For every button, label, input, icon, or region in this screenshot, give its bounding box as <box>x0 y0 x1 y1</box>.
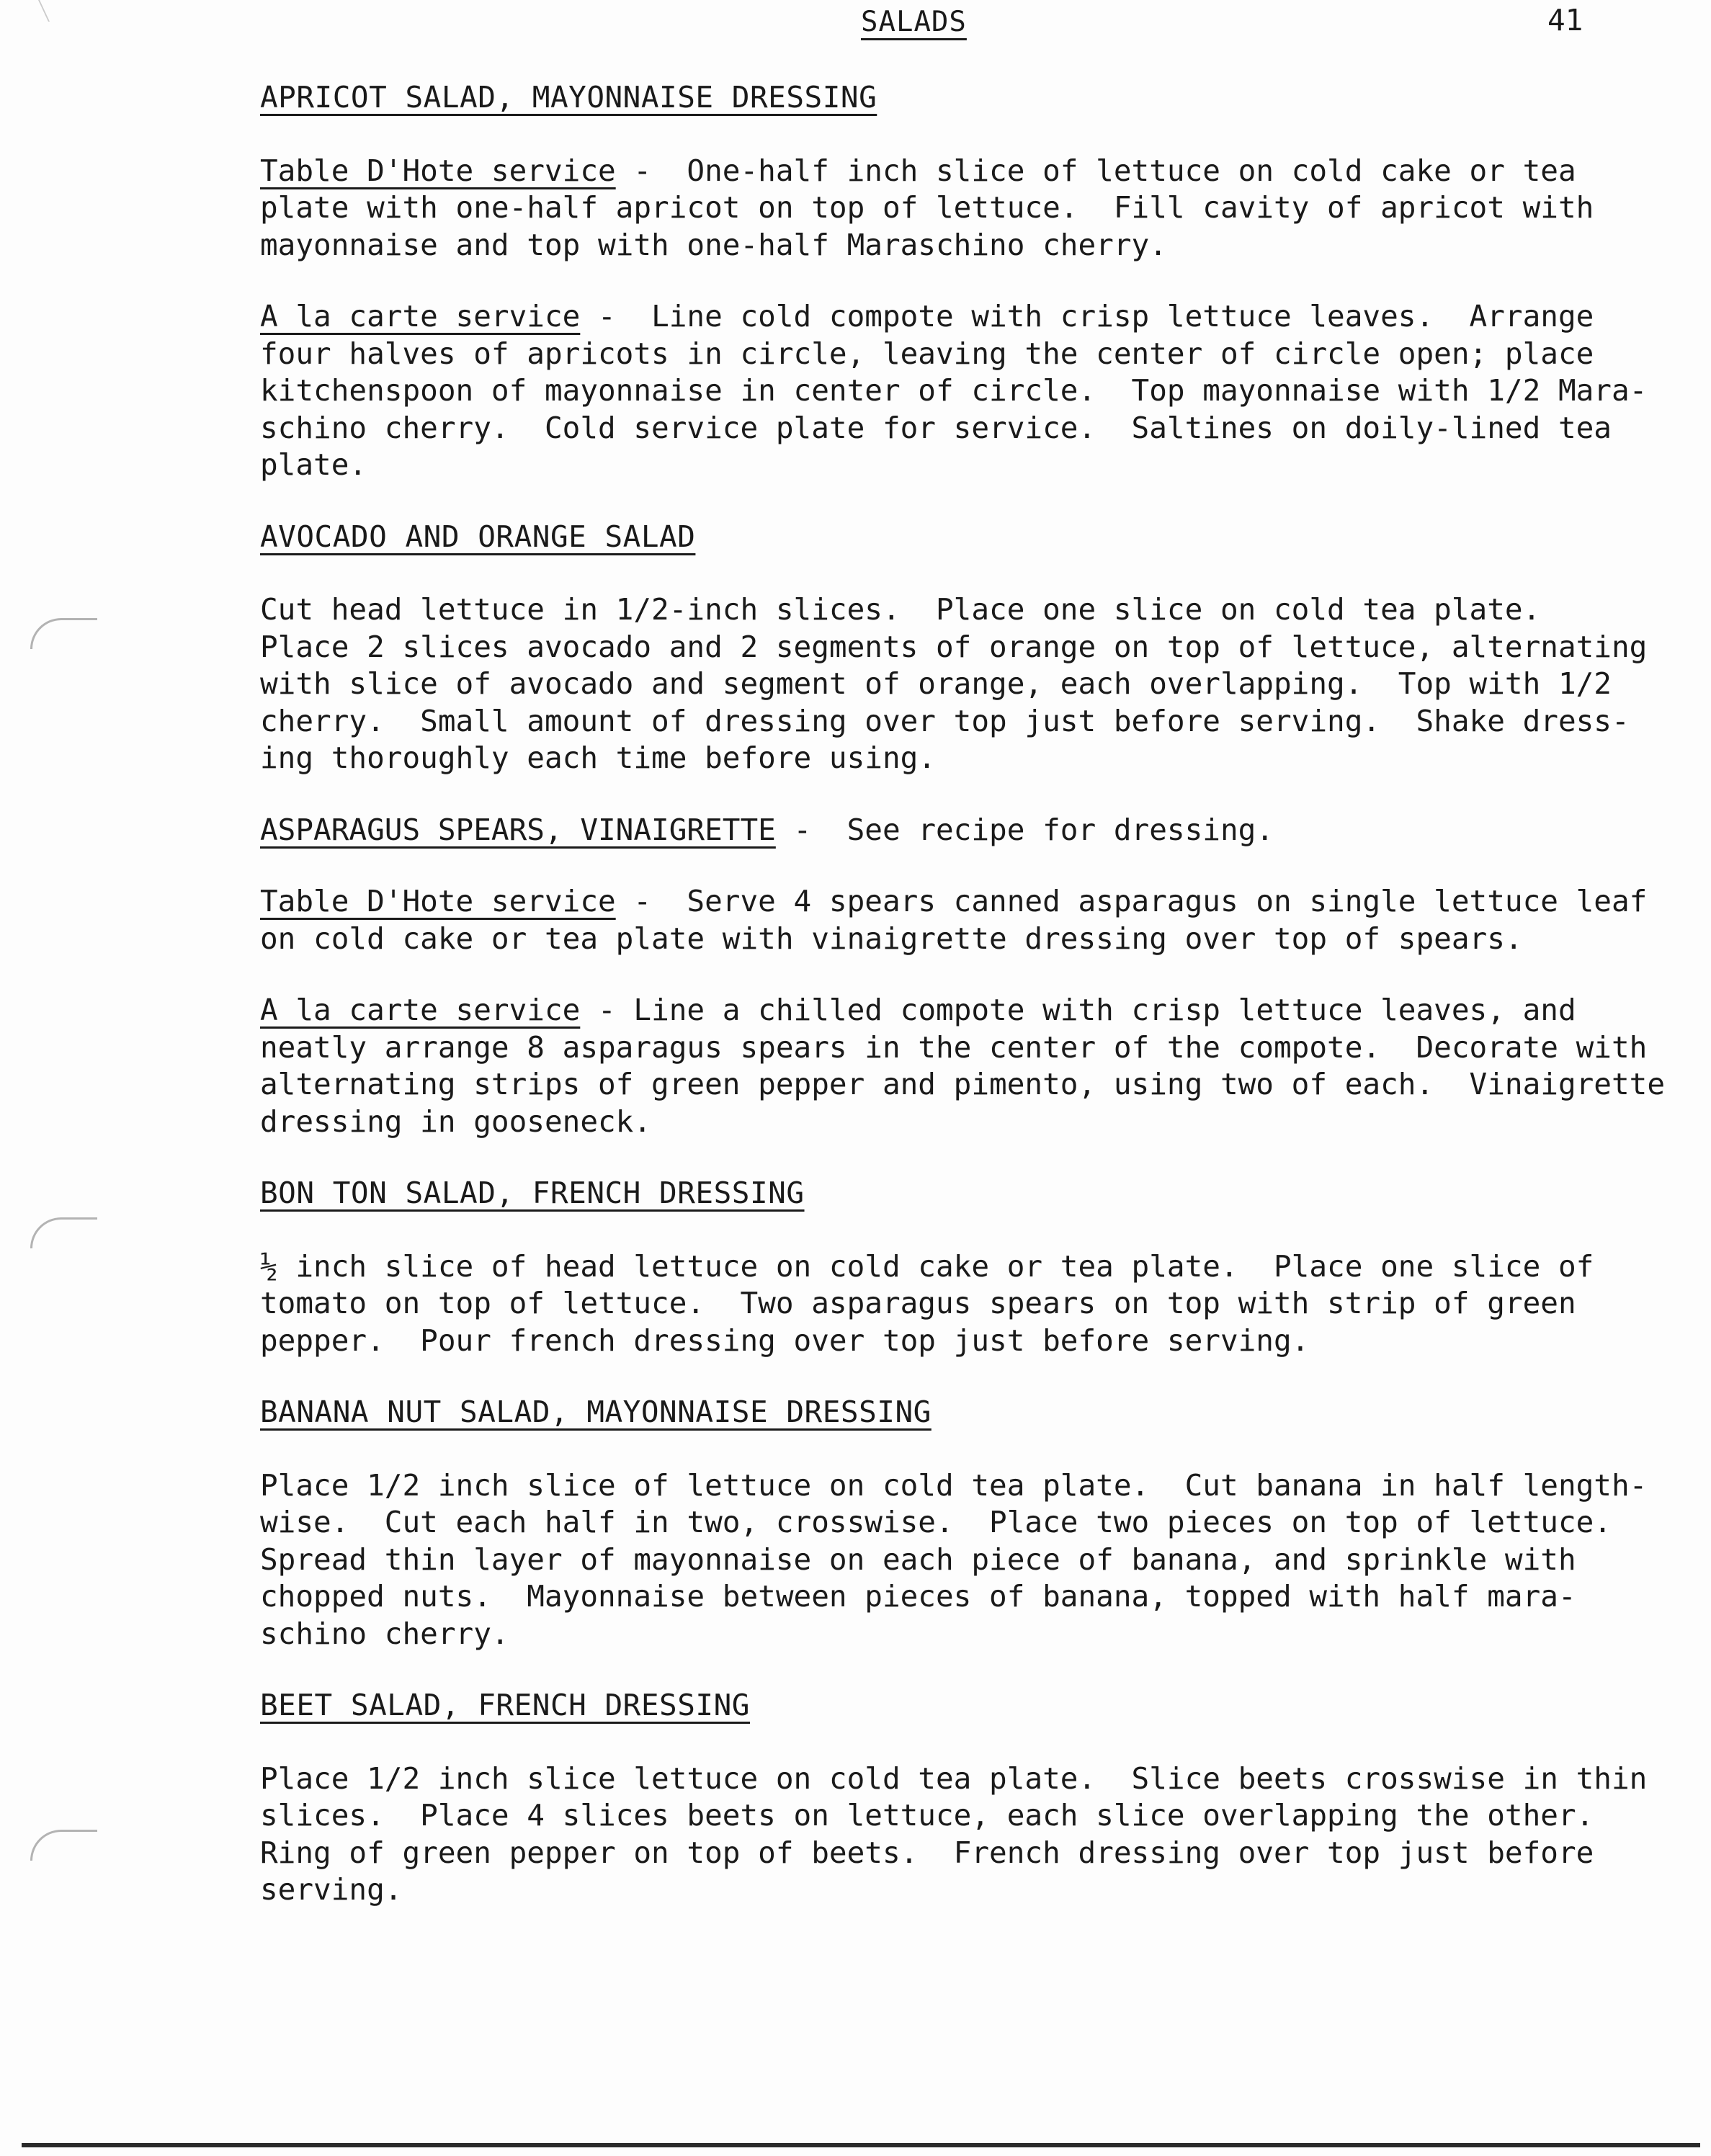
paragraph-line: mayonnaise and top with one-half Maraschino cherry. <box>260 227 1167 262</box>
section-bon-ton-salad <box>260 1175 1694 1359</box>
service-label: A la carte service <box>260 299 581 334</box>
paragraph-line: plate with one-half apricot on top of lettuce. Fill cavity of apricot with <box>260 190 1594 225</box>
paragraph-line: plate. <box>260 447 367 482</box>
paragraph-line: - Line a chilled compote with crisp lettuce leaves, and <box>580 993 1576 1027</box>
paragraph-line: schino cherry. <box>260 1616 509 1651</box>
paragraph-instructions <box>260 1467 1694 1653</box>
section-asparagus-spears <box>260 812 1694 1141</box>
paragraph-line: - Line cold compote with crisp lettuce leaves. Arrange <box>580 299 1594 334</box>
section-banana-nut-salad <box>260 1394 1694 1652</box>
paragraph-line: alternating strips of green pepper and pimento, using two of each. Vinaigrette <box>260 1067 1666 1101</box>
paragraph-line: Cut head lettuce in 1/2-inch slices. Place one slice on cold tea plate. <box>260 592 1541 627</box>
service-label: Table D'Hote service <box>260 884 616 918</box>
paragraph-line: Place 2 slices avocado and 2 segments of orange on top of lettuce, alternating <box>260 629 1648 664</box>
punch-hole-mark <box>30 1217 97 1248</box>
paragraph-a-la-carte <box>260 992 1694 1140</box>
section-beet-salad <box>260 1687 1694 1909</box>
paragraph-line: slices. Place 4 slices beets on lettuce, each slice overlapping the other. <box>260 1798 1594 1833</box>
paragraph-line: neatly arrange 8 asparagus spears in the center of the compote. Decorate with <box>260 1029 1648 1065</box>
heading-suffix: - See recipe for dressing. <box>775 812 1274 847</box>
paragraph-line: Place 1/2 inch slice lettuce on cold tea plate. Slice beets crosswise in thin <box>260 1761 1648 1796</box>
paragraph-table-dhote <box>260 153 1694 264</box>
paragraph-line: wise. Cut each half in two, crosswise. Place two pieces on top of lettuce. <box>260 1505 1612 1539</box>
section-heading: BEET SALAD, FRENCH DRESSING <box>260 1688 750 1722</box>
section-heading: APRICOT SALAD, MAYONNAISE DRESSING <box>260 80 877 115</box>
scan-corner-mark <box>38 0 100 22</box>
paragraph-line: tomato on top of lettuce. Two asparagus spears on top with strip of green <box>260 1286 1576 1320</box>
paragraph-line: serving. <box>260 1872 403 1907</box>
page-number: 41 <box>1547 3 1583 37</box>
paragraph-instructions <box>260 1761 1694 1909</box>
paragraph-instructions <box>260 591 1694 777</box>
punch-hole-mark <box>30 1830 97 1861</box>
paragraph-line: pepper. Pour french dressing over top just before serving. <box>260 1323 1310 1358</box>
paragraph-line: cherry. Small amount of dressing over top just before serving. Shake dress- <box>260 703 1630 738</box>
section-avocado-orange-salad <box>260 519 1694 777</box>
paragraph-a-la-carte <box>260 298 1694 484</box>
section-heading: BON TON SALAD, FRENCH DRESSING <box>260 1176 805 1210</box>
paragraph-line: dressing in gooseneck. <box>260 1104 652 1139</box>
paragraph-line: kitchenspoon of mayonnaise in center of circle. Top mayonnaise with 1/2 Mara- <box>260 373 1648 408</box>
section-apricot-salad <box>260 79 1694 484</box>
punch-hole-mark <box>30 618 97 649</box>
paragraph-line: schino cherry. Cold service plate for service. Saltines on doily-lined tea <box>260 410 1612 445</box>
section-heading: AVOCADO AND ORANGE SALAD <box>260 519 696 554</box>
paragraph-line: with slice of avocado and segment of orange, each overlapping. Top with 1/2 <box>260 666 1612 701</box>
paragraph-line: Spread thin layer of mayonnaise on each piece of banana, and sprinkle with <box>260 1542 1576 1577</box>
paragraph-line: chopped nuts. Mayonnaise between pieces of banana, topped with half mara- <box>260 1579 1576 1614</box>
paragraph-line: four halves of apricots in circle, leaving the center of circle open; place <box>260 336 1594 371</box>
paragraph-line: - Serve 4 spears canned asparagus on single lettuce leaf <box>615 884 1648 918</box>
paragraph-table-dhote <box>260 883 1694 957</box>
service-label: A la carte service <box>260 993 581 1027</box>
page-bottom-edge <box>22 2143 1700 2147</box>
document-body <box>260 79 1694 1909</box>
paragraph-line: ½ inch slice of head lettuce on cold cake or tea plate. Place one slice of <box>260 1248 1594 1284</box>
section-heading: BANANA NUT SALAD, MAYONNAISE DRESSING <box>260 1395 932 1429</box>
paragraph-line: Ring of green pepper on top of beets. French dressing over top just before <box>260 1835 1594 1870</box>
heading-line <box>260 812 1694 849</box>
page-title: SALADS <box>861 6 967 38</box>
paragraph-instructions <box>260 1248 1694 1360</box>
paragraph-line: - One-half inch slice of lettuce on cold cake or tea <box>615 153 1576 188</box>
section-heading: ASPARAGUS SPEARS, VINAIGRETTE <box>260 812 776 847</box>
paragraph-line: Place 1/2 inch slice of lettuce on cold tea plate. Cut banana in half length- <box>260 1467 1648 1503</box>
paragraph-line: on cold cake or tea plate with vinaigrette dressing over top of spears. <box>260 921 1523 956</box>
paragraph-line: ing thoroughly each time before using. <box>260 741 936 775</box>
service-label: Table D'Hote service <box>260 153 616 188</box>
